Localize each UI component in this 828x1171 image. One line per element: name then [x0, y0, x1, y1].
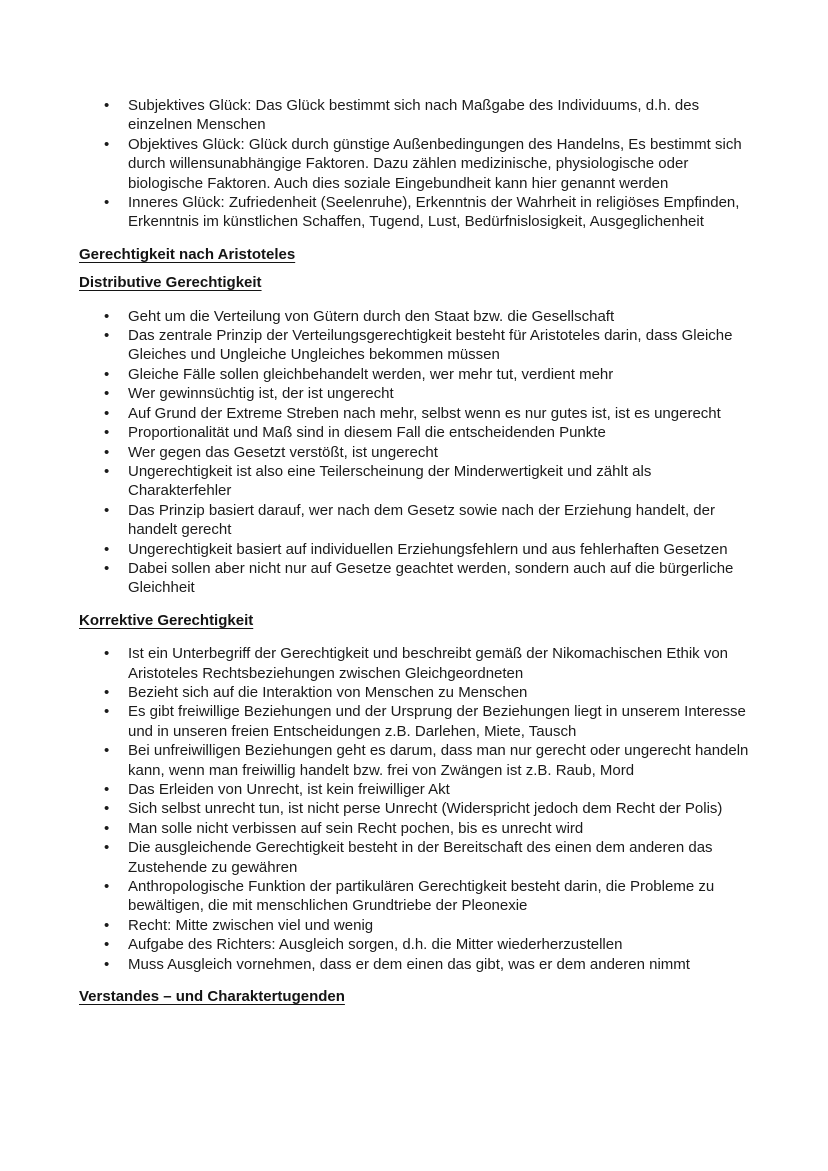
- list-item-subjektives-glueck: • Subjektives Glück: Das Glück bestimmt sich nach Maßgabe des Individuums, d.h. des einzelnen Menschen: [128, 96, 750, 135]
- list-item: • Anthropologische Funktion der partikulären Gerechtigkeit besteht darin, die Probleme zu bewältigen, die mit menschlichen Grundtriebe der Pleonexie: [128, 877, 750, 916]
- list-item: • Ist ein Unterbegriff der Gerechtigkeit und beschreibt gemäß der Nikomachischen Ethik von Aristoteles Rechtsbeziehungen zwischen Gleichgeordneten: [128, 644, 750, 683]
- list-item: • Recht: Mitte zwischen viel und wenig: [128, 916, 750, 935]
- list-item: • Ungerechtigkeit ist also eine Teilerscheinung der Minderwertigkeit und zählt als Charakterfehler: [128, 462, 750, 501]
- list-item: • Das Prinzip basiert darauf, wer nach dem Gesetz sowie nach der Erziehung handelt, der handelt gerecht: [128, 501, 750, 540]
- list-item: • Dabei sollen aber nicht nur auf Gesetze geachtet werden, sondern auch auf die bürgerliche Gleichheit: [128, 559, 750, 598]
- heading-korrektive-gerechtigkeit: Korrektive Gerechtigkeit: [79, 611, 254, 629]
- list-item: • Bei unfreiwilligen Beziehungen geht es darum, dass man nur gerecht oder ungerecht handeln kann, wenn man freiwillig handelt bzw. frei von Zwängen ist z.B. Raub, Mord: [128, 741, 750, 780]
- list-item: • Auf Grund der Extreme Streben nach mehr, selbst wenn es nur gutes ist, ist es ungerecht: [128, 404, 750, 423]
- list-item: • Man solle nicht verbissen auf sein Recht pochen, bis es unrecht wird: [128, 819, 750, 838]
- list-item: • Gleiche Fälle sollen gleichbehandelt werden, wer mehr tut, verdient mehr: [128, 365, 750, 384]
- list-item: • Proportionalität und Maß sind in diesem Fall die entscheidenden Punkte: [128, 423, 750, 442]
- list-item: • Das Erleiden von Unrecht, ist kein freiwilliger Akt: [128, 780, 750, 799]
- list-item: • Bezieht sich auf die Interaktion von Menschen zu Menschen: [128, 683, 750, 702]
- list-item-objektives-glueck: • Objektives Glück: Glück durch günstige Außenbedingungen des Handelns, Es bestimmt sich durch willensunabhängige Faktoren. Dazu zählen medizinische, physiologische oder biologische Faktoren. Auch dies soziale Eingebundheit kann hier genannt werden: [128, 135, 750, 193]
- distributive-gerechtigkeit-list: [79, 307, 750, 598]
- heading-verstandes-und-charaktertugenden: Verstandes – und Charaktertugenden: [79, 988, 345, 1006]
- list-item: • Ungerechtigkeit basiert auf individuellen Erziehungsfehlern und aus fehlerhaften Gesetzen: [128, 540, 750, 559]
- heading-distributive-gerechtigkeit: Distributive Gerechtigkeit: [79, 274, 262, 292]
- list-item: • Das zentrale Prinzip der Verteilungsgerechtigkeit besteht für Aristoteles darin, dass Gleiche Gleiches und Ungleiche Ungleiches bekommen müssen: [128, 326, 750, 365]
- list-item: • Die ausgleichende Gerechtigkeit besteht in der Bereitschaft des einen dem anderen das Zustehende zu gewähren: [128, 838, 750, 877]
- heading-gerechtigkeit-nach-aristoteles: Gerechtigkeit nach Aristoteles: [79, 245, 296, 263]
- list-item-inneres-glueck: • Inneres Glück: Zufriedenheit (Seelenruhe), Erkenntnis der Wahrheit in religiöses Empfinden, Erkenntnis im künstlichen Schaffen, Tugend, Lust, Bedürfnislosigkeit, Ausgeglichenheit: [128, 193, 750, 232]
- glueck-types-list: [79, 96, 750, 232]
- list-item: • Sich selbst unrecht tun, ist nicht perse Unrecht (Widerspricht jedoch dem Recht der Polis): [128, 799, 750, 818]
- korrektive-gerechtigkeit-list: [79, 644, 750, 974]
- list-item: • Wer gegen das Gesetzt verstößt, ist ungerecht: [128, 443, 750, 462]
- list-item: • Muss Ausgleich vornehmen, dass er dem einen das gibt, was er dem anderen nimmt: [128, 955, 750, 974]
- list-item: • Wer gewinnsüchtig ist, der ist ungerecht: [128, 384, 750, 403]
- list-item: • Es gibt freiwillige Beziehungen und der Ursprung der Beziehungen liegt in unserem Interesse und in unseren freien Entscheidungen z.B. Darlehen, Miete, Tausch: [128, 702, 750, 741]
- list-item: • Aufgabe des Richters: Ausgleich sorgen, d.h. die Mitter wiederherzustellen: [128, 935, 750, 954]
- list-item: • Geht um die Verteilung von Gütern durch den Staat bzw. die Gesellschaft: [128, 307, 750, 326]
